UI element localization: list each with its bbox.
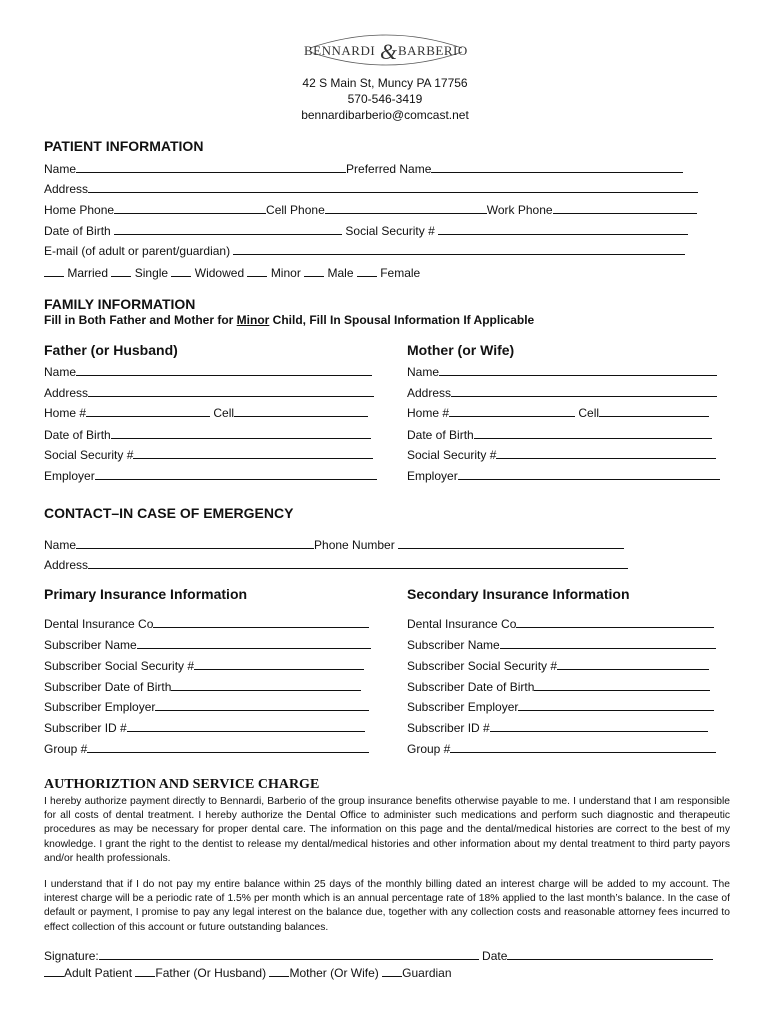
secondary-sub-dob-row [407,679,710,694]
patient-ssn-label: Social Security # [345,224,435,238]
family-subtitle [44,313,534,327]
primary-sub-id-field[interactable] [127,720,365,732]
adult-patient-label: Adult Patient [64,966,133,980]
mother-title: Mother (or Wife) [407,342,515,358]
father-dob-label: Date of Birth [44,428,111,442]
secondary-dental-co-label: Dental Insurance Co [407,617,517,631]
secondary-sub-employer-field[interactable] [518,699,714,711]
authorization-paragraph-1: I hereby authorize payment directly to Bennardi, Barberio of the group insurance benefits otherwise payable to me. I understand that I am responsible for all costs of dental treatment. I hereby authorize the Dental Office to administer such medications and perform such diagnostic and therapeutic procedures as may be necessary for proper dental care. The information on this page and the dental/medical histories are correct to the best of my knowledge. I grant the right to the dentist to release my dental/medical histories and other information about my dental treatment to third party payors and/or health professionals. [44,796,730,864]
secondary-sub-name-row [407,637,716,652]
minor-label: Minor [270,266,301,280]
mother-address-field[interactable] [451,385,717,397]
primary-sub-ssn-field[interactable] [194,658,364,670]
primary-sub-employer-field[interactable] [155,699,369,711]
primary-sub-id-label: Subscriber ID # [44,721,127,735]
secondary-sub-dob-label: Subscriber Date of Birth [407,680,535,694]
secondary-insurance-title: Secondary Insurance Information [407,586,630,602]
family-subtitle-pre: Fill in Both Father and Mother for [44,313,237,327]
signature-row [44,948,713,963]
patient-address-row [44,181,698,196]
father-cell-label: Cell [213,406,235,420]
secondary-sub-name-label: Subscriber Name [407,638,500,652]
father-address-row [44,385,374,400]
primary-sub-dob-field[interactable] [171,679,361,691]
primary-sub-ssn-label: Subscriber Social Security # [44,659,195,673]
signature-field[interactable] [99,948,479,960]
father-role-label: Father (Or Husband) [155,966,267,980]
primary-sub-dob-row [44,679,361,694]
mother-role-label: Mother (Or Wife) [289,966,379,980]
practice-email: bennardibarberio@comcast.net [301,108,469,122]
work-phone-label: Work Phone [486,203,553,217]
male-label: Male [327,266,354,280]
father-cell-field[interactable] [234,405,368,417]
emergency-name-label: Name [44,538,77,552]
emergency-name-field[interactable] [76,537,314,549]
home-phone-field[interactable] [114,202,266,214]
primary-sub-employer-label: Subscriber Employer [44,700,156,714]
primary-sub-dob-label: Subscriber Date of Birth [44,680,172,694]
father-name-row [44,364,372,379]
patient-dob-row [44,223,688,238]
secondary-dental-co-field[interactable] [516,616,714,628]
mother-name-label: Name [407,365,440,379]
patient-ssn-field[interactable] [438,223,688,235]
mother-checkbox[interactable] [269,965,289,977]
secondary-sub-dob-field[interactable] [534,679,710,691]
father-name-field[interactable] [76,364,372,376]
secondary-sub-employer-label: Subscriber Employer [407,700,519,714]
signature-label: Signature: [44,949,99,963]
primary-dental-co-row [44,616,369,631]
secondary-group-row [407,741,716,756]
date-field[interactable] [507,948,713,960]
mother-name-field[interactable] [439,364,717,376]
patient-preferred-name-field[interactable] [431,161,683,173]
emergency-address-row [44,557,628,572]
work-phone-field[interactable] [553,202,697,214]
father-dob-row [44,427,371,442]
mother-ssn-field[interactable] [496,447,716,459]
patient-name-row [44,161,683,176]
patient-name-field[interactable] [76,161,346,173]
father-home-field[interactable] [86,405,210,417]
mother-dob-label: Date of Birth [407,428,474,442]
minor-checkbox[interactable] [247,265,267,277]
emergency-address-field[interactable] [88,557,628,569]
single-label: Single [134,266,169,280]
family-subtitle-minor: Minor [236,313,270,327]
primary-sub-id-row [44,720,365,735]
family-subtitle-post: Child, Fill In Spousal Information If Applicable [269,313,535,327]
practice-logo [300,28,472,70]
primary-sub-name-label: Subscriber Name [44,638,137,652]
primary-sub-employer-row [44,699,369,714]
father-dob-field[interactable] [111,427,371,439]
secondary-sub-name-field[interactable] [500,637,716,649]
mother-dob-field[interactable] [474,427,712,439]
mother-name-row [407,364,717,379]
primary-group-label: Group # [44,742,88,756]
widowed-checkbox[interactable] [171,265,191,277]
primary-dental-co-label: Dental Insurance Co [44,617,154,631]
authorization-title: AUTHORIZTION AND SERVICE CHARGE [44,777,320,792]
svg-text:BENNARDI: BENNARDI [304,43,376,58]
primary-sub-ssn-row [44,658,364,673]
svg-text:BARBERIO: BARBERIO [398,43,468,58]
mother-phone-row [407,405,709,420]
father-name-label: Name [44,365,77,379]
single-checkbox[interactable] [111,265,131,277]
signer-role-row [44,965,452,980]
patient-name-label: Name [44,162,77,176]
patient-address-label: Address [44,182,89,196]
male-checkbox[interactable] [304,265,324,277]
emergency-phone-label: Phone Number [314,538,395,552]
secondary-sub-id-label: Subscriber ID # [407,721,490,735]
primary-group-row [44,741,369,756]
patient-dob-label: Date of Birth [44,224,111,238]
emergency-address-label: Address [44,558,89,572]
father-checkbox[interactable] [135,965,155,977]
mother-ssn-row [407,447,716,462]
primary-insurance-title: Primary Insurance Information [44,586,248,602]
patient-phones-row [44,202,697,217]
father-address-label: Address [44,386,89,400]
patient-email-row [44,243,685,258]
father-ssn-field[interactable] [133,447,373,459]
patient-address-field[interactable] [88,181,698,193]
secondary-sub-employer-row [407,699,714,714]
emergency-name-row [44,537,624,552]
married-label: Married [67,266,109,280]
mother-employer-row [407,468,720,483]
father-ssn-row [44,447,373,462]
primary-sub-name-row [44,637,371,652]
widowed-label: Widowed [194,266,245,280]
secondary-sub-ssn-row [407,658,709,673]
guardian-checkbox[interactable] [382,965,402,977]
svg-text:&: & [380,39,398,64]
secondary-group-label: Group # [407,742,451,756]
mother-home-field[interactable] [449,405,575,417]
primary-sub-name-field[interactable] [137,637,371,649]
father-employer-row [44,468,377,483]
father-title: Father (or Husband) [44,342,178,358]
mother-cell-field[interactable] [599,405,709,417]
father-home-label: Home # [44,406,87,420]
father-address-field[interactable] [88,385,374,397]
mother-address-label: Address [407,386,452,400]
cell-phone-field[interactable] [325,202,487,214]
patient-dob-field[interactable] [114,223,342,235]
secondary-dental-co-row [407,616,714,631]
patient-preferred-name-label: Preferred Name [346,162,432,176]
authorization-paragraph-2: I understand that if I do not pay my entire balance within 25 days of the monthly billing dated an interest charge will be added to my account. The interest charge will be a periodic rate of 1.5% per month which is an annual percentage rate of 18% applied to the last month’s balance. In the case of default or payment, I promise to pay any legal interest on the balance due, together with any collection costs and reasonable attorney fees incurred to effect collection of this account or future outstanding balances. [44,879,730,933]
primary-group-field[interactable] [87,741,369,753]
family-section-title: FAMILY INFORMATION [44,296,196,312]
emergency-section-title: CONTACT–IN CASE OF EMERGENCY [44,505,294,521]
emergency-phone-field[interactable] [398,537,624,549]
mother-ssn-label: Social Security # [407,448,497,462]
mother-dob-row [407,427,712,442]
father-employer-label: Employer [44,469,95,483]
secondary-group-field[interactable] [450,741,716,753]
date-label: Date [482,949,508,963]
mother-employer-label: Employer [407,469,458,483]
secondary-sub-ssn-label: Subscriber Social Security # [407,659,558,673]
guardian-label: Guardian [402,966,452,980]
adult-patient-checkbox[interactable] [44,965,64,977]
mother-employer-field[interactable] [458,468,720,480]
patient-section-title: PATIENT INFORMATION [44,138,204,154]
female-checkbox[interactable] [357,265,377,277]
secondary-sub-id-row [407,720,708,735]
father-ssn-label: Social Security # [44,448,134,462]
father-employer-field[interactable] [95,468,377,480]
patient-email-field[interactable] [233,243,685,255]
mother-cell-label: Cell [578,406,600,420]
cell-phone-label: Cell Phone [266,203,325,217]
marital-status-row [44,265,420,280]
secondary-sub-id-field[interactable] [490,720,708,732]
female-label: Female [380,266,421,280]
secondary-sub-ssn-field[interactable] [557,658,709,670]
home-phone-label: Home Phone [44,203,115,217]
father-phone-row [44,405,368,420]
practice-address: 42 S Main St, Muncy PA 17756 [302,76,468,90]
mother-address-row [407,385,717,400]
patient-email-label: E-mail (of adult or parent/guardian) [44,244,231,258]
primary-dental-co-field[interactable] [153,616,369,628]
mother-home-label: Home # [407,406,450,420]
married-checkbox[interactable] [44,265,64,277]
practice-phone: 570-546-3419 [347,92,423,106]
